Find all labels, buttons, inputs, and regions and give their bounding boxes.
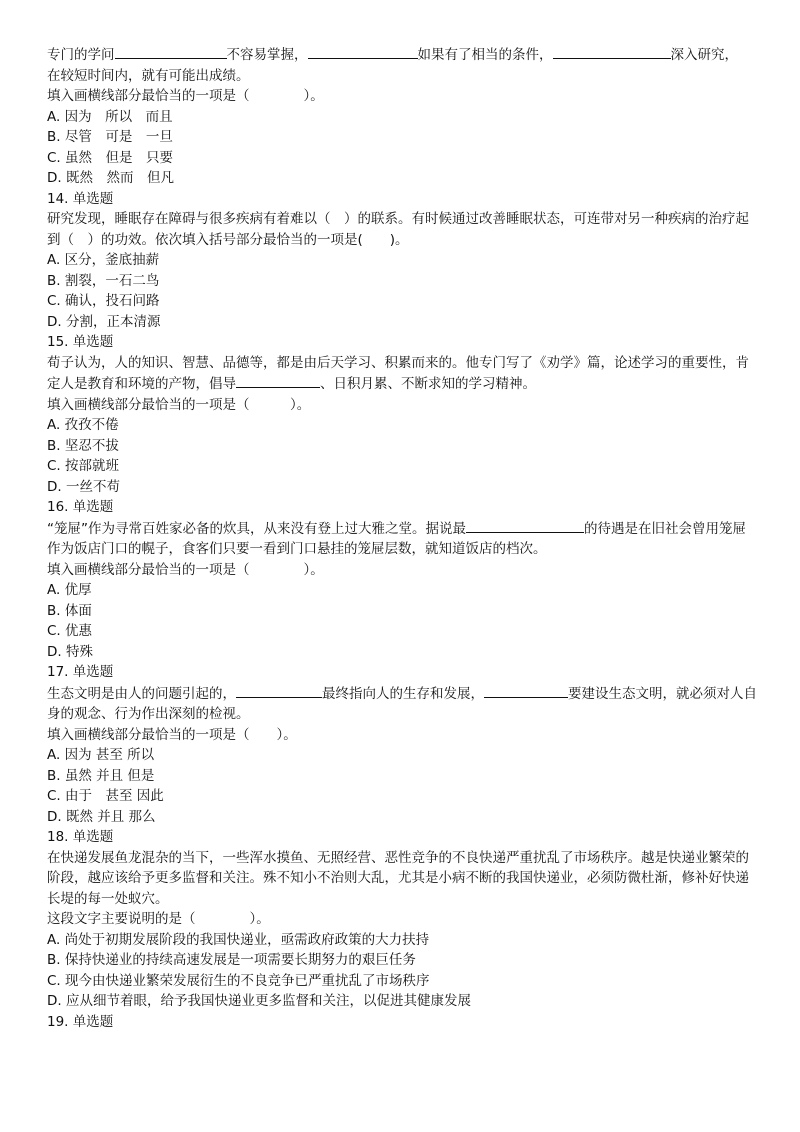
question-header: 17. 单选题 bbox=[47, 664, 114, 680]
option-item[interactable]: C. 现今由快递业繁荣发展衍生的不良竞争已严重扰乱了市场秩序 bbox=[47, 972, 430, 989]
option-item[interactable]: B. 坚忍不拔 bbox=[47, 437, 119, 454]
option-item[interactable]: A. 孜孜不倦 bbox=[47, 417, 119, 433]
option-item[interactable]: A. 尚处于初期发展阶段的我国快递业，亟需政府政策的大力扶持 bbox=[47, 931, 430, 948]
option-item[interactable]: C. 优惠 bbox=[47, 623, 93, 639]
option-item[interactable]: D. 一丝不苟 bbox=[47, 478, 120, 495]
question-document bbox=[47, 44, 757, 1032]
option-item[interactable]: B. 虽然 并且 但是 bbox=[47, 767, 155, 784]
option-item[interactable]: C. 确认，投石问路 bbox=[47, 293, 160, 309]
answer-blank bbox=[466, 518, 584, 533]
q16-stem: “笼屉”作为寻常百姓家必备的炊具，从来没有登上过大雅之堂。据说最 的待遇是在旧社会曾用笼屉作为饭店门口的幌子，食客们只要一看到门口悬挂的笼屉层数，就知道饭店的档次。 bbox=[47, 518, 757, 560]
option-item[interactable]: A. 因为 所以 而且 bbox=[47, 108, 173, 125]
q18-stem: 在快递发展鱼龙混杂的当下，一些浑水摸鱼、无照经营、恶性竞争的不良快递严重扰乱了市场秩序。越是快递业繁荣的阶段，越应该给予更多监督和关注。殊不知小不治则大乱，尤其是小病不断的我国快递业，必须防微杜渐，修补好快递长堤的每一处蚁穴。 bbox=[47, 849, 749, 907]
option-item[interactable]: B. 体面 bbox=[47, 602, 92, 619]
answer-blank bbox=[236, 683, 322, 698]
question-header: 16. 单选题 bbox=[47, 499, 114, 515]
option-item[interactable]: A. 优厚 bbox=[47, 582, 92, 598]
q14-stem: 研究发现，睡眠存在障碍与很多疾病有着难以（ ）的联系。有时候通过改善睡眠状态，可连带对另一种疾病的治疗起到（ ）的功效。依次填入括号部分最恰当的一项是( )。 bbox=[47, 211, 749, 248]
option-item[interactable]: D. 分割，正本清源 bbox=[47, 313, 161, 330]
answer-blank bbox=[484, 683, 568, 698]
q15-stem: 荀子认为，人的知识、智慧、品德等，都是由后天学习、积累而来的。他专门写了《劝学》篇，论述学习的重要性，肯定人是教育和环境的产物，倡导 、日积月累、不断求知的学习精神。 bbox=[47, 354, 749, 392]
option-item[interactable]: C. 虽然 但是 只要 bbox=[47, 149, 174, 166]
option-item[interactable]: D. 既然 然而 但凡 bbox=[47, 170, 174, 186]
option-item[interactable]: D. 特殊 bbox=[47, 643, 93, 660]
answer-blank bbox=[236, 373, 320, 388]
q18-prompt: 这段文字主要说明的是（ ）。 bbox=[47, 911, 270, 927]
q13-prompt: 填入画横线部分最恰当的一项是（ ）。 bbox=[47, 88, 324, 104]
q17-stem: 生态文明是由人的问题引起的， 最终指向人的生存和发展， 要建设生态文明，就必须对人自身的观念、行为作出深刻的检视。 bbox=[47, 683, 757, 725]
option-item[interactable]: A. 因为 甚至 所以 bbox=[47, 747, 155, 763]
q17-prompt: 填入画横线部分最恰当的一项是（ ）。 bbox=[47, 726, 297, 743]
question-header: 18. 单选题 bbox=[47, 829, 114, 845]
question-header: 19. 单选题 bbox=[47, 1013, 114, 1030]
option-item[interactable]: A. 区分，釜底抽薪 bbox=[47, 252, 160, 268]
q15-prompt: 填入画横线部分最恰当的一项是（ ）。 bbox=[47, 396, 311, 413]
option-item[interactable]: C. 由于 甚至 因此 bbox=[47, 788, 164, 804]
option-item[interactable]: D. 既然 并且 那么 bbox=[47, 808, 156, 825]
option-item[interactable]: D. 应从细节着眼，给予我国快递业更多监督和关注，以促进其健康发展 bbox=[47, 993, 471, 1009]
answer-blank bbox=[553, 44, 671, 59]
option-item[interactable]: B. 保持快递业的持续高速发展是一项需要长期努力的艰巨任务 bbox=[47, 952, 416, 968]
question-header: 15. 单选题 bbox=[47, 334, 114, 350]
q13-stem-line2: 在较短时间内，就有可能出成绩。 bbox=[47, 67, 250, 84]
option-item[interactable]: C. 按部就班 bbox=[47, 458, 120, 474]
answer-blank bbox=[115, 44, 227, 59]
q16-prompt: 填入画横线部分最恰当的一项是（ ）。 bbox=[47, 561, 324, 578]
question-header: 14. 单选题 bbox=[47, 190, 114, 207]
option-item[interactable]: B. 割裂，一石二鸟 bbox=[47, 272, 160, 289]
option-item[interactable]: B. 尽管 可是 一旦 bbox=[47, 129, 173, 145]
answer-blank bbox=[308, 44, 418, 59]
q13-stem-line1: 专门的学问 不容易掌握， 如果有了相当的条件， 深入研究， bbox=[47, 44, 757, 66]
